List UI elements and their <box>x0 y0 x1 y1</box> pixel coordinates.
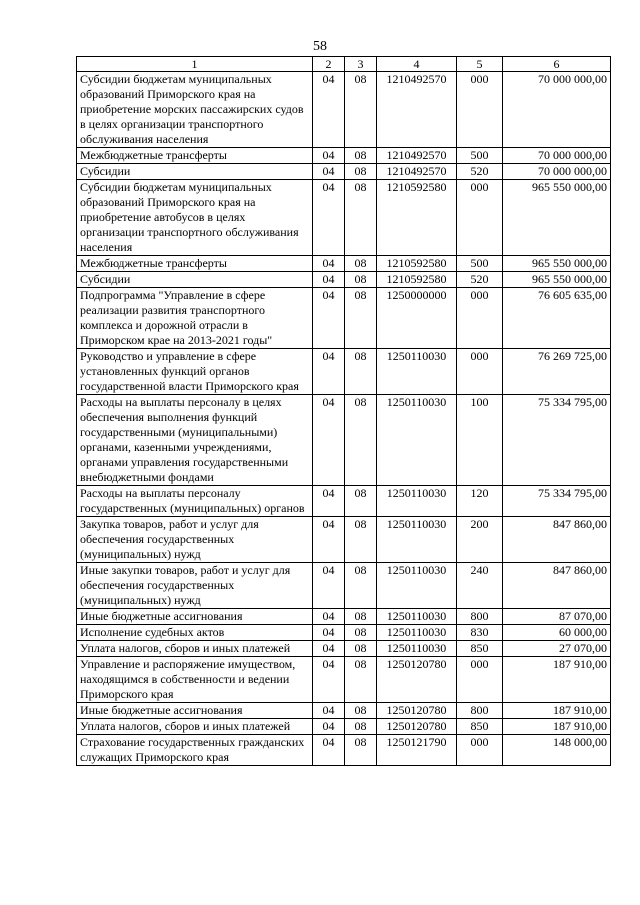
table-row <box>77 735 611 766</box>
target-article-cell: 1250120780 <box>377 657 457 703</box>
expense-type-cell: 000 <box>457 72 503 148</box>
expense-type-cell: 100 <box>457 395 503 486</box>
subsection-code-cell: 08 <box>345 625 377 641</box>
table-row <box>77 625 611 641</box>
target-article-cell: 1210592580 <box>377 180 457 256</box>
amount-cell: 965 550 000,00 <box>503 256 611 272</box>
section-code-cell: 04 <box>313 486 345 517</box>
expense-name-cell: Субсидии <box>77 272 313 288</box>
subsection-code-cell: 08 <box>345 517 377 563</box>
target-article-cell: 1210492570 <box>377 72 457 148</box>
amount-cell: 75 334 795,00 <box>503 395 611 486</box>
section-code-cell: 04 <box>313 703 345 719</box>
table-row <box>77 563 611 609</box>
subsection-code-cell: 08 <box>345 563 377 609</box>
expense-name-cell: Межбюджетные трансферты <box>77 148 313 164</box>
budget-table <box>76 56 611 766</box>
table-row <box>77 72 611 148</box>
table-row <box>77 272 611 288</box>
section-code-cell: 04 <box>313 517 345 563</box>
expense-name-cell: Расходы на выплаты персоналу государственных (муниципальных) органов <box>77 486 313 517</box>
table-row <box>77 719 611 735</box>
column-header: 6 <box>503 57 611 72</box>
section-code-cell: 04 <box>313 735 345 766</box>
column-header: 4 <box>377 57 457 72</box>
column-header: 1 <box>77 57 313 72</box>
subsection-code-cell: 08 <box>345 288 377 349</box>
section-code-cell: 04 <box>313 148 345 164</box>
expense-name-cell: Иные закупки товаров, работ и услуг для обеспечения государственных (муниципальных) нужд <box>77 563 313 609</box>
expense-type-cell: 500 <box>457 148 503 164</box>
target-article-cell: 1250110030 <box>377 625 457 641</box>
table-row <box>77 609 611 625</box>
expense-type-cell: 000 <box>457 657 503 703</box>
expense-type-cell: 200 <box>457 517 503 563</box>
amount-cell: 187 910,00 <box>503 657 611 703</box>
expense-type-cell: 000 <box>457 288 503 349</box>
target-article-cell: 1210492570 <box>377 148 457 164</box>
amount-cell: 70 000 000,00 <box>503 164 611 180</box>
section-code-cell: 04 <box>313 272 345 288</box>
target-article-cell: 1250120780 <box>377 703 457 719</box>
target-article-cell: 1210592580 <box>377 256 457 272</box>
section-code-cell: 04 <box>313 72 345 148</box>
column-header: 3 <box>345 57 377 72</box>
target-article-cell: 1250110030 <box>377 395 457 486</box>
table-row <box>77 657 611 703</box>
amount-cell: 87 070,00 <box>503 609 611 625</box>
section-code-cell: 04 <box>313 164 345 180</box>
amount-cell: 187 910,00 <box>503 719 611 735</box>
amount-cell: 847 860,00 <box>503 517 611 563</box>
expense-type-cell: 000 <box>457 735 503 766</box>
section-code-cell: 04 <box>313 719 345 735</box>
subsection-code-cell: 08 <box>345 657 377 703</box>
amount-cell: 187 910,00 <box>503 703 611 719</box>
target-article-cell: 1250121790 <box>377 735 457 766</box>
expense-name-cell: Закупка товаров, работ и услуг для обеспечения государственных (муниципальных) нужд <box>77 517 313 563</box>
table-row <box>77 148 611 164</box>
section-code-cell: 04 <box>313 609 345 625</box>
expense-name-cell: Расходы на выплаты персоналу в целях обеспечения выполнения функций государственными (муниципальными) органами, казенными учреждениями, органами управления государственными внебюджетными фондами <box>77 395 313 486</box>
table-row <box>77 517 611 563</box>
section-code-cell: 04 <box>313 641 345 657</box>
expense-name-cell: Субсидии <box>77 164 313 180</box>
subsection-code-cell: 08 <box>345 395 377 486</box>
expense-name-cell: Страхование государственных гражданских служащих Приморского края <box>77 735 313 766</box>
section-code-cell: 04 <box>313 180 345 256</box>
expense-name-cell: Субсидии бюджетам муниципальных образований Приморского края на приобретение автобусов в целях организации транспортного обслуживания населения <box>77 180 313 256</box>
expense-type-cell: 520 <box>457 272 503 288</box>
expense-type-cell: 000 <box>457 349 503 395</box>
target-article-cell: 1250000000 <box>377 288 457 349</box>
expense-type-cell: 800 <box>457 609 503 625</box>
table-row <box>77 288 611 349</box>
expense-name-cell: Иные бюджетные ассигнования <box>77 703 313 719</box>
section-code-cell: 04 <box>313 256 345 272</box>
expense-name-cell: Руководство и управление в сфере установленных функций органов государственной власти Приморского края <box>77 349 313 395</box>
amount-cell: 965 550 000,00 <box>503 272 611 288</box>
table-row <box>77 703 611 719</box>
target-article-cell: 1210592580 <box>377 272 457 288</box>
subsection-code-cell: 08 <box>345 180 377 256</box>
amount-cell: 965 550 000,00 <box>503 180 611 256</box>
target-article-cell: 1250120780 <box>377 719 457 735</box>
subsection-code-cell: 08 <box>345 164 377 180</box>
amount-cell: 27 070,00 <box>503 641 611 657</box>
expense-type-cell: 240 <box>457 563 503 609</box>
expense-name-cell: Иные бюджетные ассигнования <box>77 609 313 625</box>
subsection-code-cell: 08 <box>345 703 377 719</box>
page-number: 58 <box>313 39 327 54</box>
amount-cell: 76 605 635,00 <box>503 288 611 349</box>
table-row <box>77 164 611 180</box>
expense-type-cell: 520 <box>457 164 503 180</box>
section-code-cell: 04 <box>313 657 345 703</box>
expense-name-cell: Управление и распоряжение имуществом, находящимся в собственности и ведении Приморского края <box>77 657 313 703</box>
expense-type-cell: 850 <box>457 719 503 735</box>
expense-type-cell: 120 <box>457 486 503 517</box>
subsection-code-cell: 08 <box>345 719 377 735</box>
amount-cell: 148 000,00 <box>503 735 611 766</box>
table-row <box>77 349 611 395</box>
target-article-cell: 1250110030 <box>377 609 457 625</box>
subsection-code-cell: 08 <box>345 256 377 272</box>
subsection-code-cell: 08 <box>345 272 377 288</box>
expense-type-cell: 500 <box>457 256 503 272</box>
section-code-cell: 04 <box>313 349 345 395</box>
table-row <box>77 256 611 272</box>
table-row <box>77 641 611 657</box>
subsection-code-cell: 08 <box>345 349 377 395</box>
target-article-cell: 1210492570 <box>377 164 457 180</box>
subsection-code-cell: 08 <box>345 72 377 148</box>
subsection-code-cell: 08 <box>345 609 377 625</box>
section-code-cell: 04 <box>313 563 345 609</box>
expense-name-cell: Межбюджетные трансферты <box>77 256 313 272</box>
table-row <box>77 486 611 517</box>
section-code-cell: 04 <box>313 288 345 349</box>
target-article-cell: 1250110030 <box>377 349 457 395</box>
section-code-cell: 04 <box>313 395 345 486</box>
expense-name-cell: Уплата налогов, сборов и иных платежей <box>77 719 313 735</box>
section-code-cell: 04 <box>313 625 345 641</box>
amount-cell: 76 269 725,00 <box>503 349 611 395</box>
expense-name-cell: Уплата налогов, сборов и иных платежей <box>77 641 313 657</box>
amount-cell: 847 860,00 <box>503 563 611 609</box>
expense-type-cell: 000 <box>457 180 503 256</box>
column-header: 2 <box>313 57 345 72</box>
expense-name-cell: Субсидии бюджетам муниципальных образований Приморского края на приобретение морских пассажирских судов в целях организации транспортного обслуживания населения <box>77 72 313 148</box>
subsection-code-cell: 08 <box>345 735 377 766</box>
target-article-cell: 1250110030 <box>377 641 457 657</box>
target-article-cell: 1250110030 <box>377 486 457 517</box>
table-header-row <box>77 57 611 72</box>
table-row <box>77 395 611 486</box>
table-row <box>77 180 611 256</box>
amount-cell: 75 334 795,00 <box>503 486 611 517</box>
amount-cell: 60 000,00 <box>503 625 611 641</box>
column-header: 5 <box>457 57 503 72</box>
expense-type-cell: 830 <box>457 625 503 641</box>
amount-cell: 70 000 000,00 <box>503 72 611 148</box>
subsection-code-cell: 08 <box>345 486 377 517</box>
expense-name-cell: Подпрограмма "Управление в сфере реализации развития транспортного комплекса и дорожной отрасли в Приморском крае на 2013-2021 годы" <box>77 288 313 349</box>
subsection-code-cell: 08 <box>345 641 377 657</box>
expense-name-cell: Исполнение судебных актов <box>77 625 313 641</box>
expense-type-cell: 800 <box>457 703 503 719</box>
expense-type-cell: 850 <box>457 641 503 657</box>
table-body <box>77 72 611 766</box>
subsection-code-cell: 08 <box>345 148 377 164</box>
amount-cell: 70 000 000,00 <box>503 148 611 164</box>
target-article-cell: 1250110030 <box>377 517 457 563</box>
target-article-cell: 1250110030 <box>377 563 457 609</box>
